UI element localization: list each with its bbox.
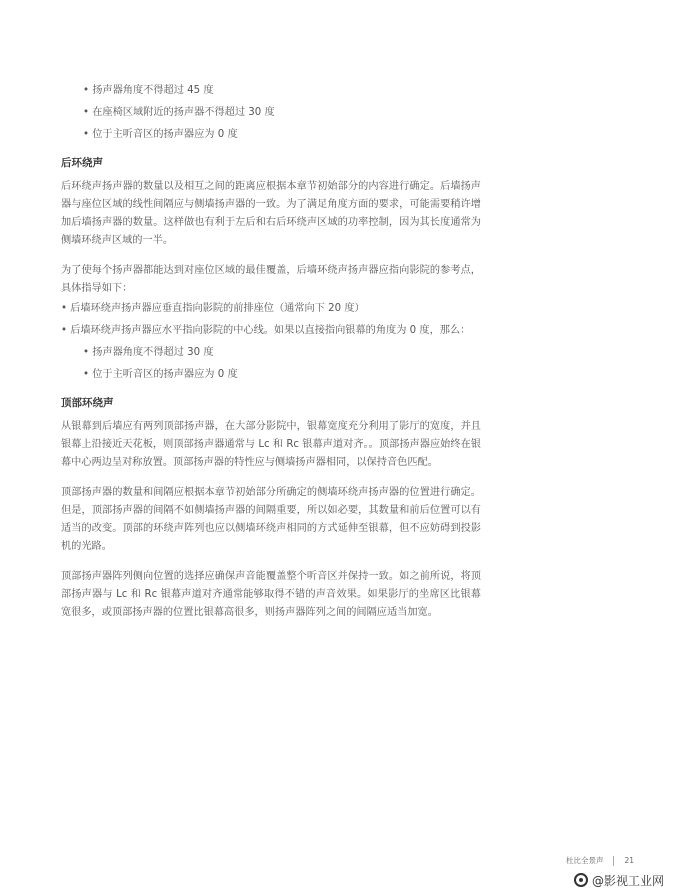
bullet-item: • 后墙环绕声扬声器应水平指向影院的中心线。如果以直接指向银幕的角度为 0 度，那么：: [61, 325, 471, 336]
paragraph: 从银幕到后墙应有两列顶部扬声器，在大部分影院中，银幕宽度充分利用了影厅的宽度，并且银幕上沿接近天花板，则顶部扬声器通常与 Lc 和 Rc 银幕声道对齐。。顶部扬声器应始终在银幕中心两边呈对称放置。顶部扬声器的特性应与侧墙扬声器相同，以保持音色匹配。: [61, 421, 481, 468]
paragraph: 顶部扬声器的数量和间隔应根据本章节初始部分所确定的侧墙环绕声扬声器的位置进行确定。但是，顶部扬声器的间隔不如侧墙扬声器的间隔重要，所以如必要，其数量和前后位置可以有适当的改变。顶部的环绕声阵列也应以侧墙环绕声相同的方式延伸至银幕，但不应妨碍到投影机的光路。: [61, 487, 481, 552]
bullet-item: • 位于主听音区的扬声器应为 0 度: [83, 129, 238, 140]
watermark: [574, 870, 690, 890]
bullet-item: • 在座椅区域附近的扬声器不得超过 30 度: [83, 107, 275, 118]
watermark-logo-icon: [574, 873, 588, 887]
page-footer: [566, 855, 634, 866]
paragraph: 顶部扬声器阵列侧向位置的选择应确保声音能覆盖整个听音区并保持一致。如之前所说，将顶部扬声器与 Lc 和 Rc 银幕声道对齐通常能够取得不错的声音效果。如果影厅的坐席区比银幕宽很多，或顶部扬声器的位置比银幕高很多，则扬声器阵列之间的间隔应适当加宽。: [61, 571, 481, 618]
bullet-item: • 扬声器角度不得超过 30 度: [83, 347, 214, 358]
paragraph: 后环绕声扬声器的数量以及相互之间的距离应根据本章节初始部分的内容进行确定。后墙扬声器与座位区域的线性间隔应与侧墙扬声器的一致。为了满足角度方面的要求，可能需要稍许增加后墙扬声器的数量。这样做也有利于左后和右后环绕声区域的功率控制，因为其长度通常为侧墙环绕声区域的一半。: [61, 181, 481, 246]
footer-divider: [613, 856, 614, 866]
footer-title: 杜比全景声: [565, 856, 604, 865]
section-heading-rear-surround: 后环绕声: [61, 157, 103, 169]
page-number: 21: [624, 856, 634, 865]
bullet-item: • 后墙环绕声扬声器应垂直指向影院的前排座位（通常向下 20 度）: [61, 303, 365, 314]
section-heading-top-surround: 顶部环绕声: [61, 397, 114, 409]
bullet-item: • 位于主听音区的扬声器应为 0 度: [83, 369, 238, 380]
page-content: [61, 80, 481, 622]
bullet-item: • 扬声器角度不得超过 45 度: [83, 85, 214, 96]
paragraph: 为了使每个扬声器都能达到对座位区域的最佳覆盖，后墙环绕声扬声器应指向影院的参考点，具体指导如下：: [61, 265, 481, 294]
watermark-text: @影视工业网: [592, 873, 665, 888]
